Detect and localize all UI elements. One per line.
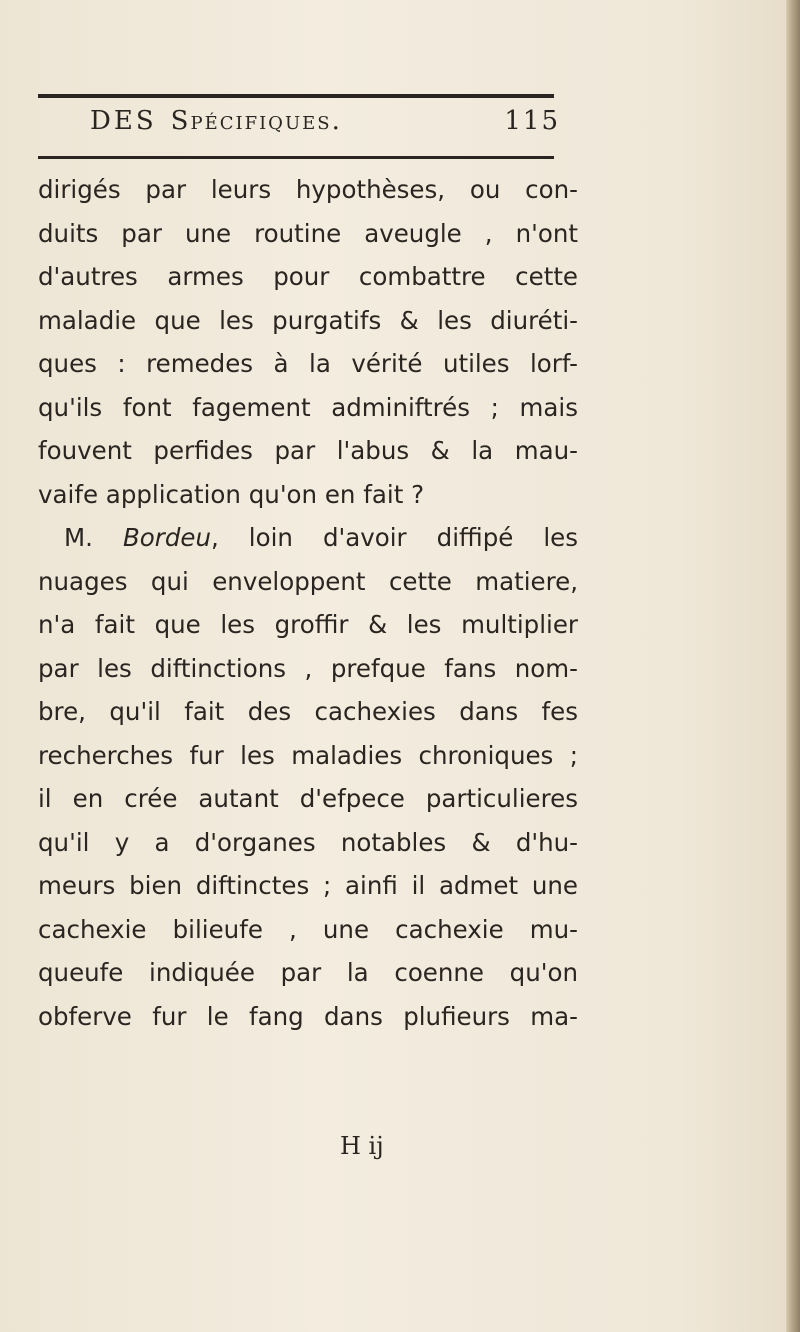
header-rule-bottom <box>38 156 554 159</box>
text-line: qu'il y a d'organes notables & d'hu- <box>38 827 578 857</box>
text-line: duits par une routine aveugle , n'ont <box>38 218 578 248</box>
paragraph-start-line <box>38 516 578 560</box>
text-line: vaife application qu'on en fait ? <box>38 479 425 509</box>
text-line: qu'ils font fagement adminiftrés ; mais <box>38 392 578 422</box>
text-line: d'autres armes pour combattre cette <box>38 262 578 291</box>
text-line: meurs bien diftinctes ; ainfi il admet une <box>38 871 578 900</box>
text-line: maladie que les purgatifs & les diuréti- <box>38 305 578 335</box>
text-line: obferve fur le fang dans plufieurs ma- <box>38 1001 578 1031</box>
header-rule-top <box>38 94 554 98</box>
text-line: cachexie bilieufe , une cachexie mu- <box>38 914 578 944</box>
text-line: ques : remedes à la vérité utiles lorf- <box>38 349 578 378</box>
text-line: n'a fait que les groffir & les multiplier <box>38 610 578 639</box>
text-line: dirigés par leurs hypothèses, ou con- <box>38 175 578 204</box>
text-line: fouvent perfides par l'abus & la mau- <box>38 436 578 465</box>
author-name-bordeu: Bordeu <box>122 523 211 552</box>
signature-mark: H ij <box>340 1132 384 1160</box>
running-head-title: Spécifiques. <box>170 106 342 136</box>
text-line: queufe indiquée par la coenne qu'on <box>38 958 578 987</box>
text-line: par les diftinctions , prefque fans nom- <box>38 653 578 683</box>
text-line: recherches fur les maladies chroniques ; <box>38 740 578 770</box>
text-line: bre, qu'il fait des cachexies dans fes <box>38 697 578 726</box>
line-prefix: M. <box>64 523 123 552</box>
text-line: il en crée autant d'efpece particulieres <box>38 784 578 813</box>
text-line: nuages qui enveloppent cette matiere, <box>38 566 578 596</box>
body-text <box>38 168 578 1038</box>
running-head <box>90 106 560 152</box>
running-head-word-des: DES <box>90 106 157 136</box>
page-number: 115 <box>504 106 560 136</box>
page-binding-edge <box>786 0 800 1332</box>
line-rest: , loin d'avoir diffipé les <box>210 523 578 552</box>
